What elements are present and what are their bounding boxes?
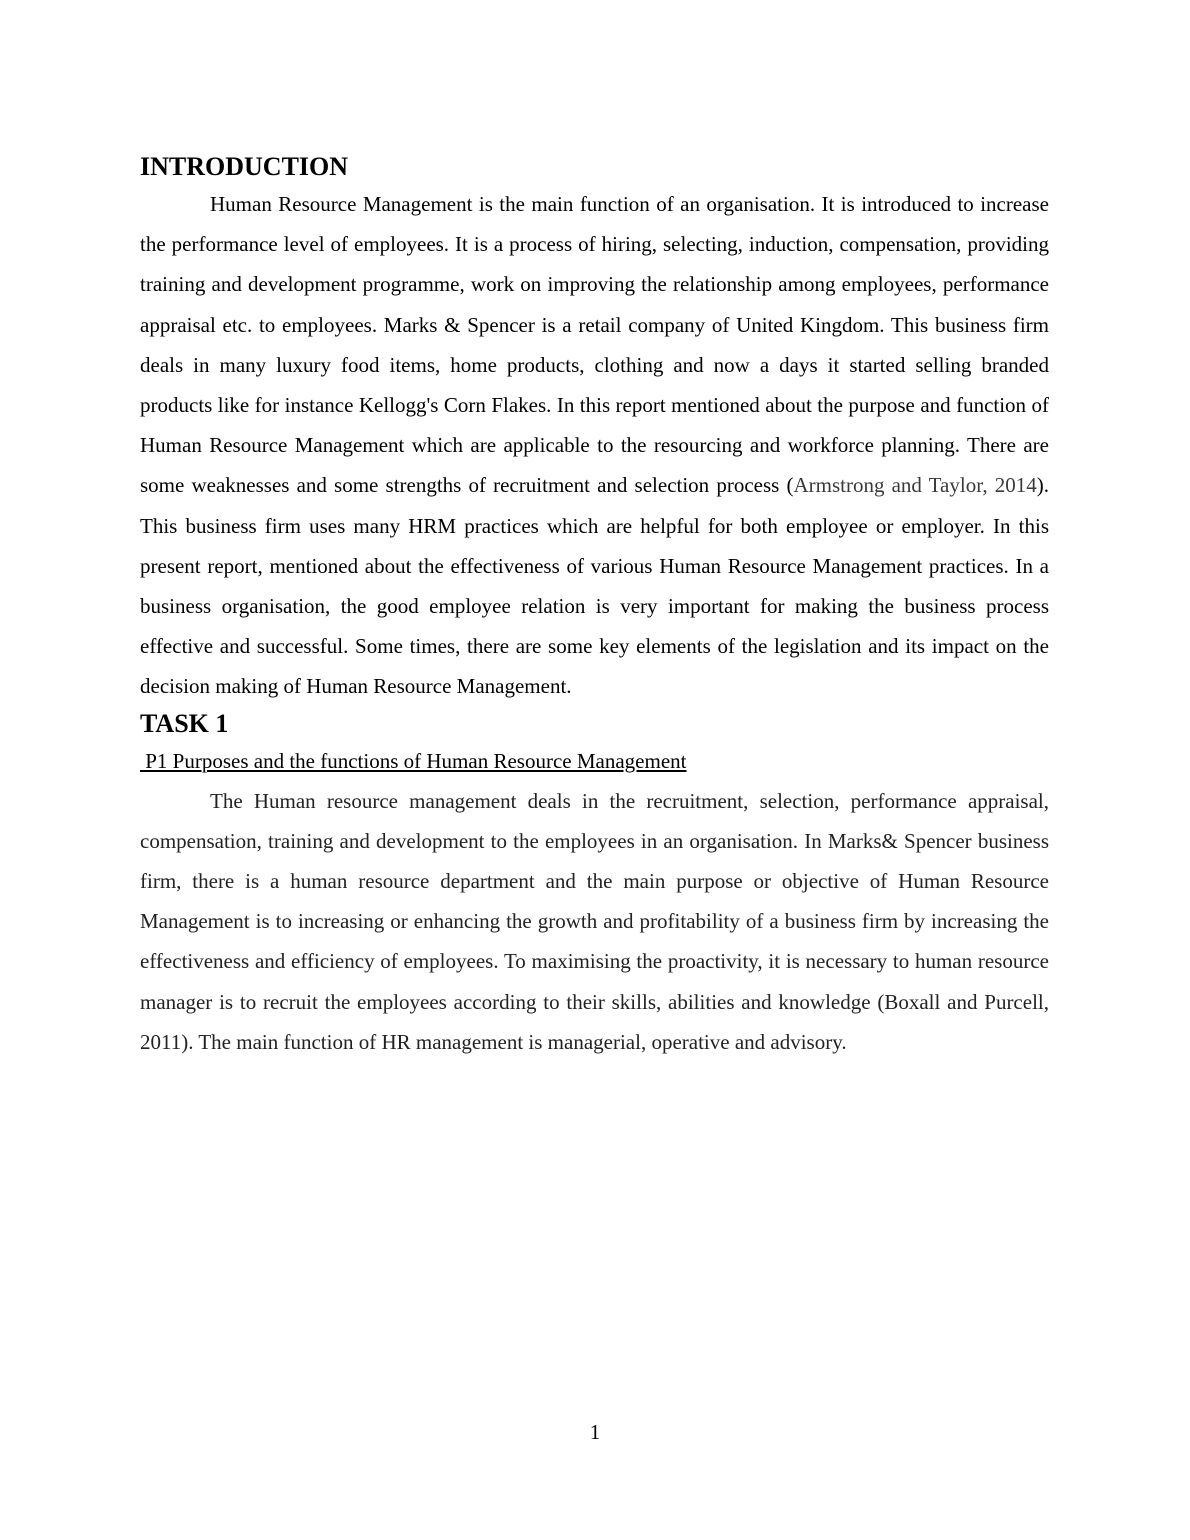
page-number: 1: [589, 1420, 601, 1444]
p1-subheading: P1 Purposes and the functions of Human Resource Management: [140, 748, 687, 773]
introduction-heading: INTRODUCTION: [140, 152, 349, 181]
task1-heading: TASK 1: [140, 708, 229, 738]
introduction-text-part1: Human Resource Management is the main function of an organisation. It is introduced to increase the performance level of employees. It is a process of hiring, selecting, induction, compensation, providing training and development programme, work on improving the relationship among employees, performance appraisal etc. to employees. Marks & Spencer is a retail company of United Kingdom. This business firm deals in many luxury food items, home products, clothing and now a days it started selling branded products like for instance Kellogg's Corn Flakes. In this report mentioned about the purpose and function of Human Resource Management which are applicable to the resourcing and workforce planning. There are some weaknesses and some strengths of recruitment and selection process (: [140, 192, 1049, 498]
task1-paragraph: The Human resource management deals in the recruitment, selection, performance appraisal, compensation, training and development to the employees in an organisation. In Marks& Spencer business firm, there is a human resource department and the main purpose or objective of Human Resource Management is to increasing or enhancing the growth and profitability of a business firm by increasing the effectiveness and efficiency of employees. To maximising the proactivity, it is necessary to human resource manager is to recruit the employees according to their skills, abilities and knowledge (Boxall and Purcell, 2011). The main function of HR management is managerial, operative and advisory.: [140, 788, 1049, 1054]
introduction-paragraph: [140, 184, 1049, 707]
introduction-citation: Armstrong and Taylor, 2014: [793, 473, 1037, 498]
document-page: [140, 150, 1049, 1062]
introduction-text-part2: ). This business firm uses many HRM practices which are helpful for both employee or employer. In this present report, mentioned about the effectiveness of various Human Resource Management practices. In a business organisation, the good employee relation is very important for making the business process effective and successful. Some times, there are some key elements of the legislation and its impact on the decision making of Human Resource Management.: [140, 473, 1049, 699]
